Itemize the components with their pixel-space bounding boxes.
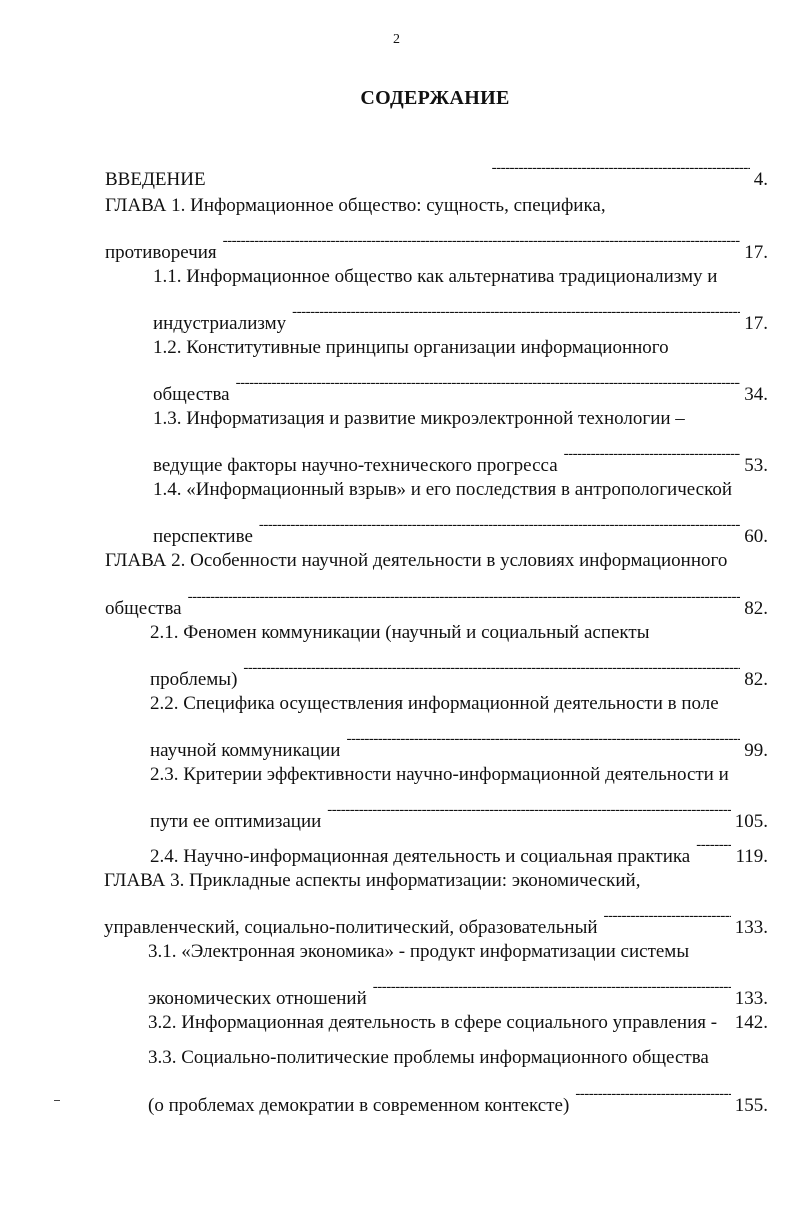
dot-leader: [259, 508, 740, 542]
toc-entry-title: общества: [153, 384, 230, 405]
toc-entry-title: ГЛАВА 1. Информационное общество: сущность, специфика,: [105, 195, 606, 216]
toc-entry-title: 1.3. Информатизация и развитие микроэлектронной технологии –: [153, 408, 685, 429]
toc-entry-section-1-1-line2: [153, 295, 768, 334]
toc-entry-section-2-3-line2: [150, 793, 768, 832]
toc-entry-section-1-2-line1: [153, 331, 768, 365]
toc-entry-section-1-4-line1: [153, 473, 768, 507]
toc-entry-title: управленческий, социально-политический, образовательный: [104, 917, 598, 938]
toc-page-number: 17.: [744, 313, 768, 334]
toc-page-number: 133.: [734, 917, 768, 938]
toc-entry-section-3-3-line1: [148, 1041, 768, 1075]
page-title: СОДЕРЖАНИЕ: [360, 87, 510, 109]
toc-entry-title: пути ее оптимизации: [150, 811, 322, 832]
toc-entry-title: ГЛАВА 3. Прикладные аспекты информатизации: экономический,: [104, 870, 641, 891]
toc-entry-chapter-1-line1: [105, 189, 768, 223]
dot-leader: [696, 828, 731, 862]
toc-page-number: 99.: [744, 740, 768, 761]
toc-entry-title: общества: [105, 598, 182, 619]
toc-entry-section-1-3-line1: [153, 402, 768, 436]
toc-entry-title: научной коммуникации: [150, 740, 341, 761]
toc-page-number: 34.: [744, 384, 768, 405]
toc-entry-chapter-2-line1: [105, 544, 768, 578]
toc-entry-title: 2.2. Специфика осуществления информационной деятельности в поле: [150, 693, 719, 714]
toc-entry-section-3-2: [148, 1006, 768, 1040]
dot-leader: [564, 437, 741, 471]
toc-entry-section-2-1-line1: [150, 616, 768, 650]
toc-entry-title: (о проблемах демократии в современном контексте): [148, 1095, 570, 1116]
toc-entry-section-2-3-line1: [150, 758, 768, 792]
toc-entry-title: перспективе: [153, 526, 253, 547]
page-number: 2: [393, 32, 400, 47]
dot-leader: [223, 224, 741, 258]
toc-entry-title: 2.4. Научно-информационная деятельность и социальная практика: [150, 846, 691, 867]
toc-entry-section-1-1-line1: [153, 260, 768, 294]
toc-entry-section-2-2-line2: [150, 722, 768, 761]
toc-page-number: 155.: [734, 1095, 768, 1116]
toc-page-number: 82.: [744, 598, 768, 619]
toc-page-number: 133.: [734, 988, 768, 1009]
toc-entry-section-2-1-line2: [150, 651, 768, 690]
toc-entry-title: противоречия: [105, 242, 217, 263]
dot-leader: [243, 651, 740, 685]
toc-page-number: 53.: [744, 455, 768, 476]
toc-page-number: 82.: [744, 669, 768, 690]
toc-entry-section-1-2-line2: [153, 366, 768, 405]
toc-entry-title: ВВЕДЕНИЕ: [105, 169, 206, 190]
toc-entry-section-3-1-line2: [148, 970, 768, 1009]
toc-entry-section-2-2-line1: [150, 687, 768, 721]
toc-entry-section-3-1-line1: [148, 935, 768, 969]
dot-leader: [327, 793, 730, 827]
toc-page-number: 119.: [735, 846, 768, 867]
toc-page-number: 142.: [734, 1012, 768, 1033]
toc-entry-chapter-2-line2: [105, 580, 768, 619]
dot-leader: [346, 722, 740, 756]
toc-entry-title: 1.2. Конститутивные принципы организации информационного: [153, 337, 669, 358]
dot-leader: [188, 580, 741, 614]
toc-entry-section-1-3-line2: [153, 437, 768, 476]
toc-entry-title: ведущие факторы научно-технического прогресса: [153, 455, 558, 476]
dot-leader: [292, 295, 740, 329]
toc-entry-chapter-3-line1: [104, 864, 768, 898]
toc-entry-title: ГЛАВА 2. Особенности научной деятельности в условиях информационного: [105, 550, 728, 571]
toc-entry-section-1-4-line2: [153, 508, 768, 547]
dot-leader: [373, 970, 731, 1004]
toc-entry-title: 3.3. Социально-политические проблемы информационного общества: [148, 1047, 709, 1068]
toc-page-number: 60.: [744, 526, 768, 547]
toc-entry-title: 2.3. Критерии эффективности научно-информационной деятельности и: [150, 764, 729, 785]
toc-page-number: 105.: [734, 811, 768, 832]
toc-entry-title: 3.2. Информационная деятельность в сфере социального управления -: [148, 1012, 718, 1033]
toc-entry-title: проблемы): [150, 669, 238, 690]
toc-entry-title: 2.1. Феномен коммуникации (научный и социальный аспекты: [150, 622, 650, 643]
dot-leader: [492, 151, 750, 185]
dot-leader: [575, 1077, 730, 1111]
toc-entry-intro: [105, 151, 768, 190]
toc-page-number: 17.: [744, 242, 768, 263]
toc-page-number: 4.: [753, 169, 768, 190]
toc-entry-title: индустриализму: [153, 313, 287, 334]
toc-entry-chapter-1-line2: [105, 224, 768, 263]
toc-entry-title: 1.4. «Информационный взрыв» и его последствия в антропологической: [153, 479, 733, 500]
scan-mark: [54, 1100, 60, 1101]
toc-entry-section-3-3-line2: [148, 1077, 768, 1116]
toc-entry-chapter-3-line2: [104, 899, 768, 938]
toc-entry-title: экономических отношений: [148, 988, 367, 1009]
dot-leader: [236, 366, 741, 400]
toc-entry-title: 1.1. Информационное общество как альтернатива традиционализму и: [153, 266, 718, 287]
toc-entry-title: 3.1. «Электронная экономика» - продукт информатизации системы: [148, 941, 690, 962]
toc-entry-section-2-4: [150, 828, 768, 867]
dot-leader: [604, 899, 731, 933]
